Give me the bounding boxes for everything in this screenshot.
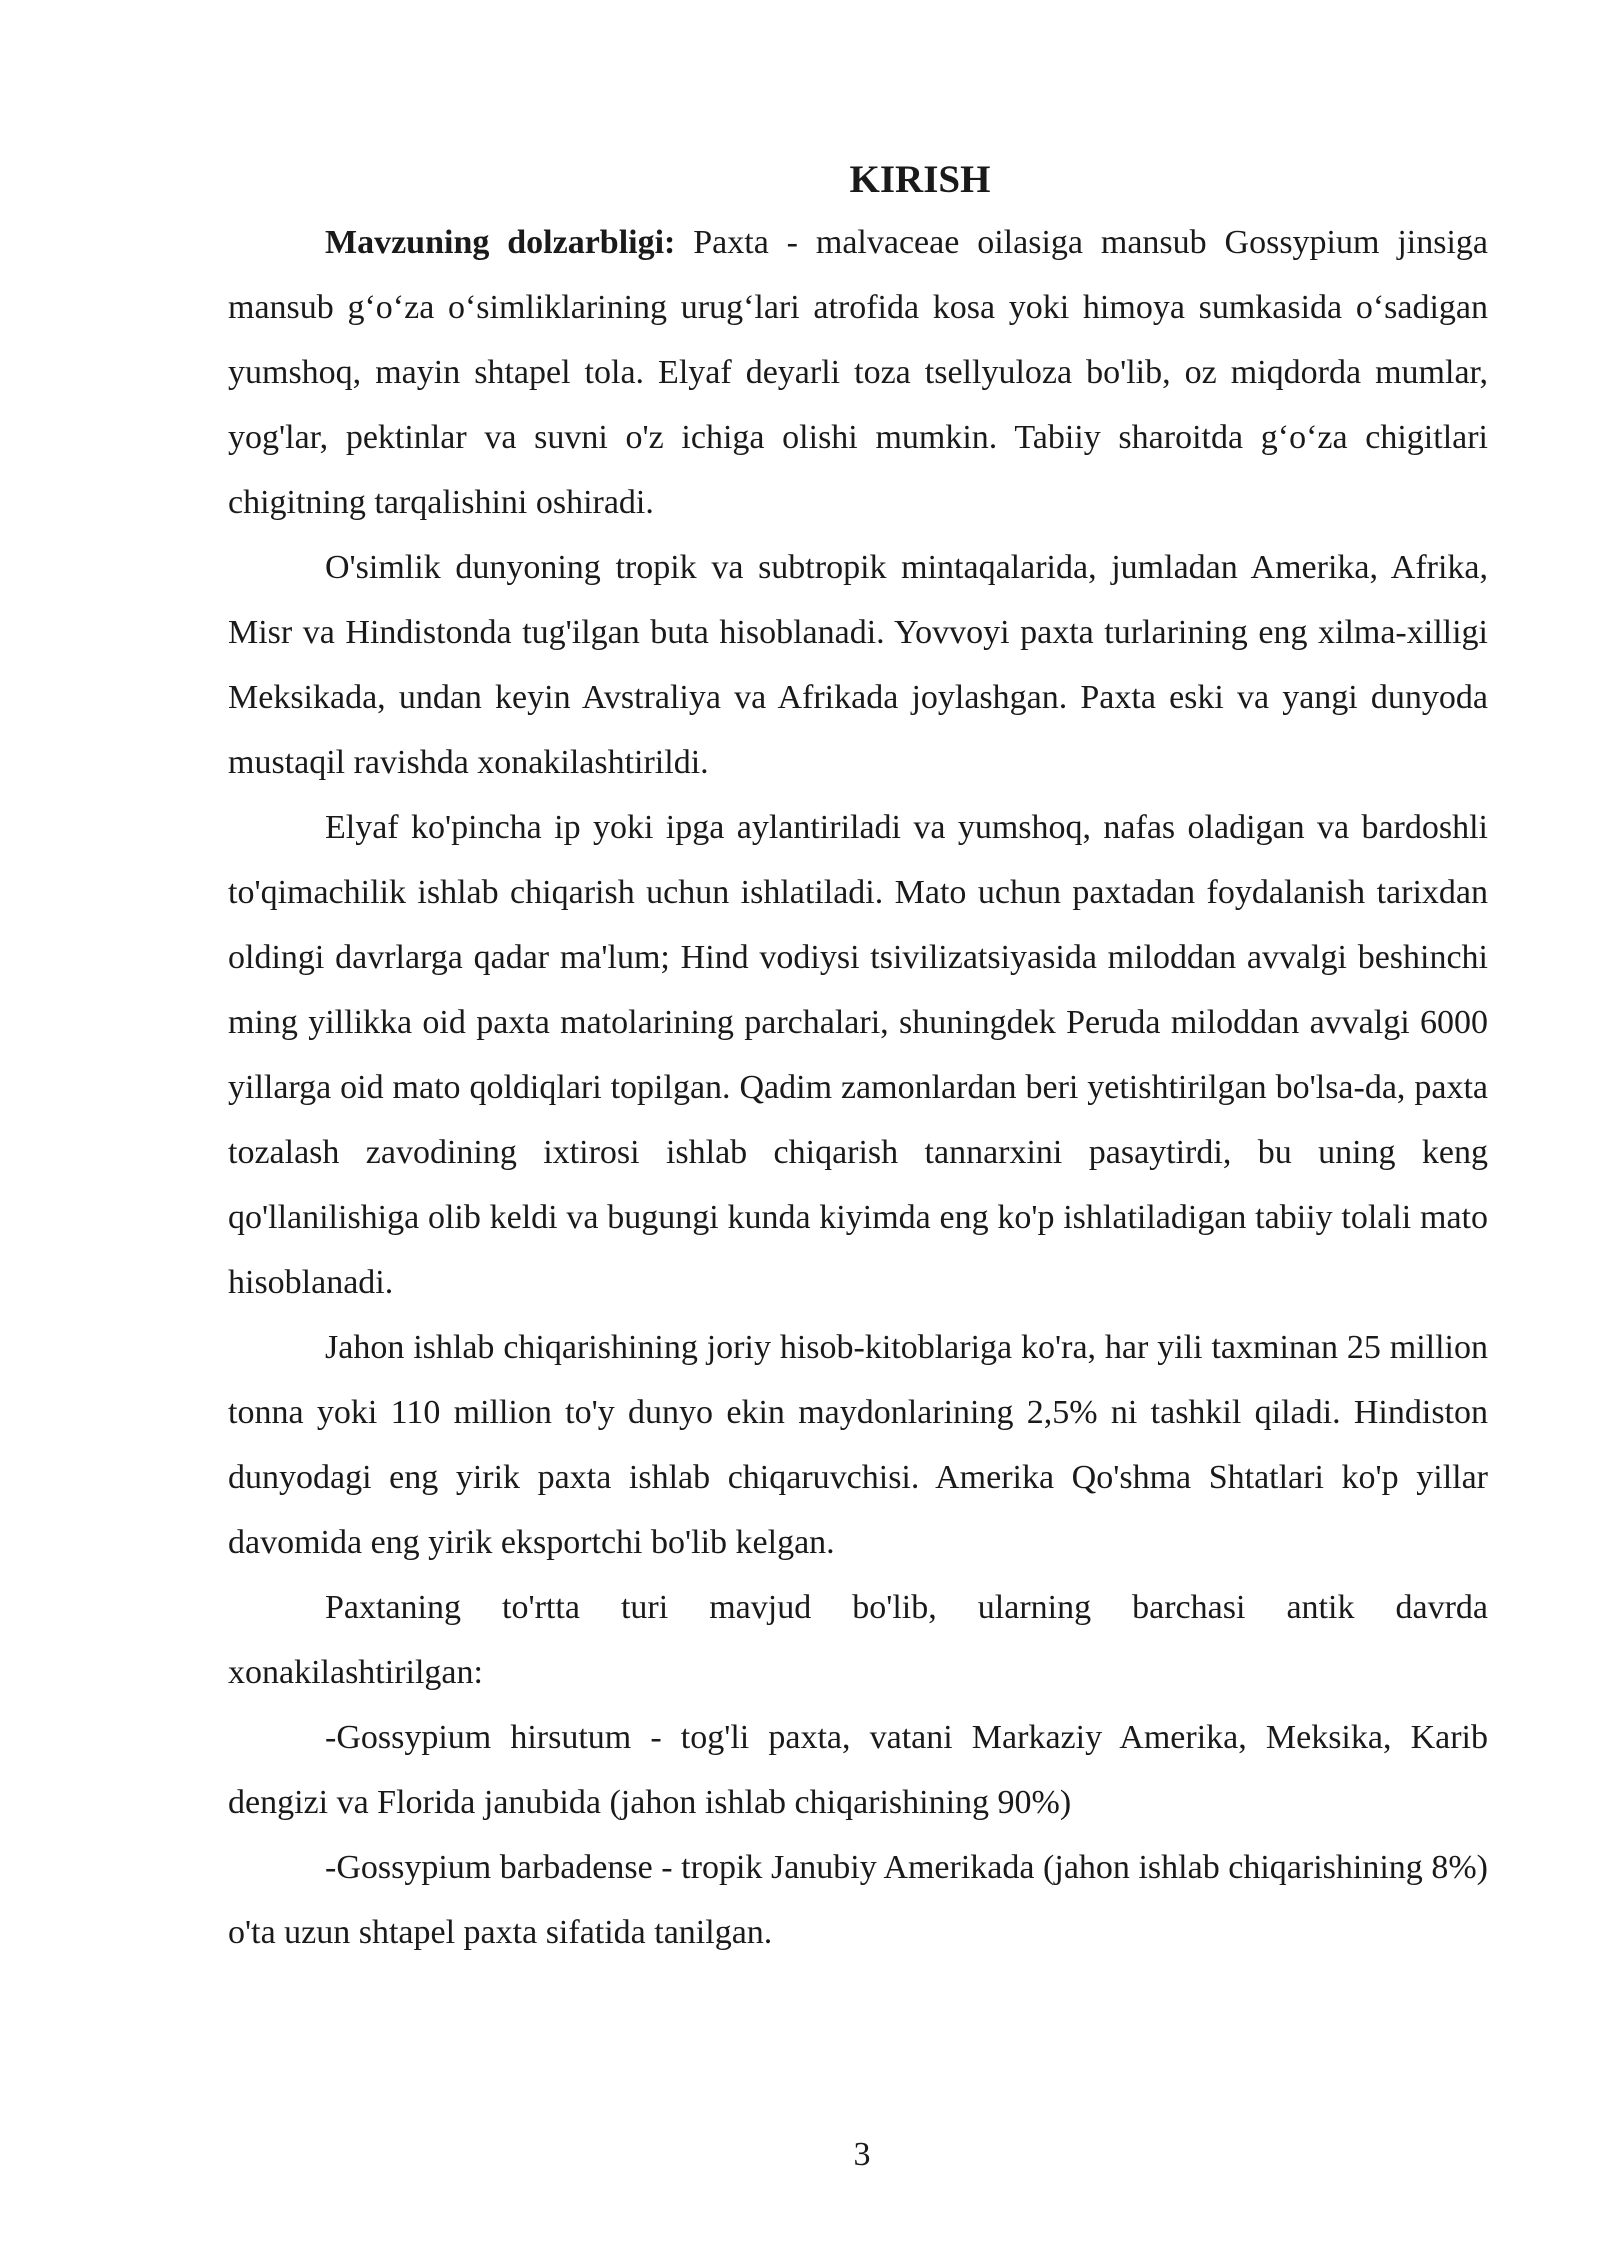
paragraph-fiber-history: Elyaf ko'pincha ip yoki ipga aylantiriladi va yumshoq, nafas oladigan va bardoshli to'qimachilik ishlab chiqarish uchun ishlatiladi. Mato uchun paxtadan foydalanish tarixdan oldingi davrlarga qadar ma'lum; Hind vodiysi tsivilizatsiyasida miloddan avvalgi beshinchi ming yillikka oid paxta matolarining parchalari, shuningdek Peruda miloddan avvalgi 6000 yillarga oid mato qoldiqlari topilgan. Qadim zamonlardan beri yetishtirilgan bo'lsa-da, paxta tozalash zavodining ixtirosi ishlab chiqarish tannarxini pasaytirdi, bu uning keng qo'llanilishiga olib keldi va bugungi kunda kiyimda eng ko'p ishlatiladigan tabiiy tolali mato hisoblanadi. [228, 809, 1488, 1301]
intro-text: Paxta - malvaceae oilasiga mansub Gossypium jinsiga mansub g‘o‘za o‘simliklarining urug‘lari atrofida kosa yoki himoya sumkasida o‘sadigan yumshoq, mayin shtapel tola. Elyaf deyarli toza tsellyuloza bo'lib, oz miqdorda mumlar, yog'lar, pektinlar va suvni o'z ichiga olishi mumkin. Tabiiy sharoitda g‘o‘za chigitlari chigitning tarqalishini oshiradi. [228, 224, 1488, 521]
page-number: 3 [853, 2136, 871, 2173]
paragraph-origin: O'simlik dunyoning tropik va subtropik mintaqalarida, jumladan Amerika, Afrika, Misr va Hindistonda tug'ilgan buta hisoblanadi. Yovvoyi paxta turlarining eng xilma-xilligi Meksikada, undan keyin Avstraliya va Afrikada joylashgan. Paxta eski va yangi dunyoda mustaqil ravishda xonakilashtirildi. [228, 549, 1488, 781]
section-title: KIRISH [849, 158, 991, 201]
intro-lead: Mavzuning dolzarbligi: [325, 224, 676, 261]
intro-paragraph [228, 210, 1488, 535]
list-item-hirsutum: -Gossypium hirsutum - tog'li paxta, vatani Markaziy Amerika, Meksika, Karib dengizi va Florida janubida (jahon ishlab chiqarishining 90%) [228, 1719, 1488, 1821]
paragraph-production: Jahon ishlab chiqarishining joriy hisob-kitoblariga ko'ra, har yili taxminan 25 million tonna yoki 110 million to'y dunyo ekin maydonlarining 2,5% ni tashkil qiladi. Hindiston dunyodagi eng yirik paxta ishlab chiqaruvchisi. Amerika Qo'shma Shtatlari ko'p yillar davomida eng yirik eksportchi bo'lib kelgan. [228, 1329, 1488, 1561]
document-body [228, 150, 1488, 1965]
paragraph-species-intro: Paxtaning to'rtta turi mavjud bo'lib, ularning barchasi antik davrda xonakilashtirilgan: [228, 1589, 1488, 1691]
list-item-barbadense: -Gossypium barbadense - tropik Janubiy Amerikada (jahon ishlab chiqarishining 8%) o'ta uzun shtapel paxta sifatida tanilgan. [228, 1849, 1488, 1951]
